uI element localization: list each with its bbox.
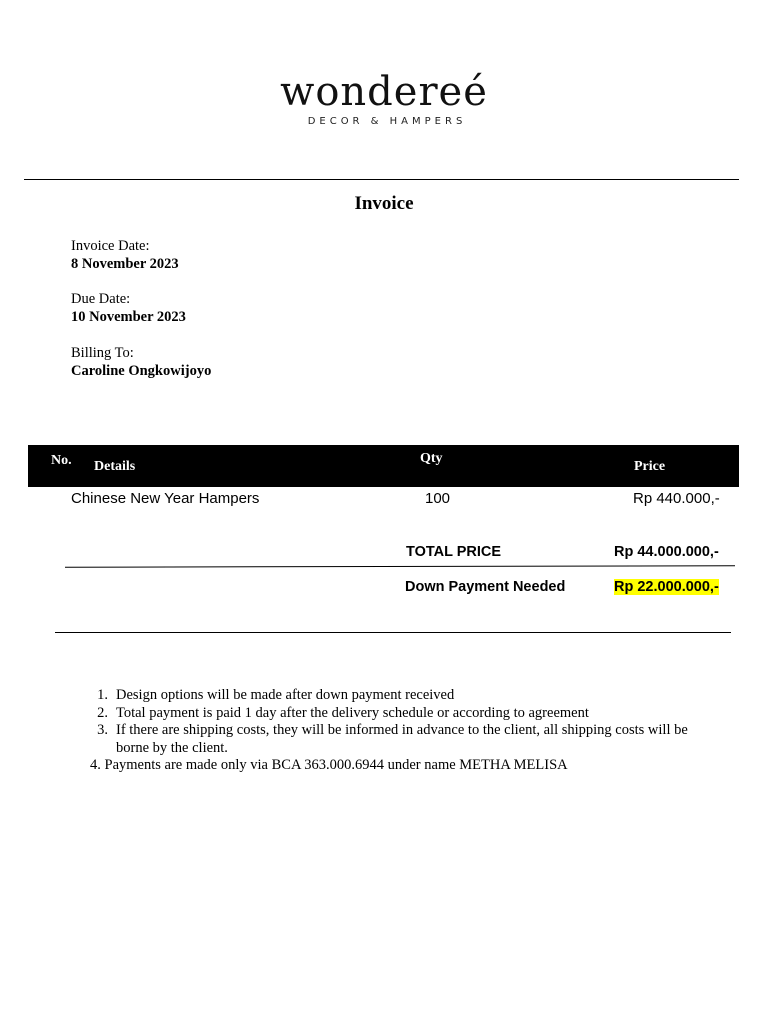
column-header-price: Price [634, 459, 666, 474]
terms-item-number: 2. [97, 704, 108, 721]
column-header-no: No. [51, 453, 72, 468]
column-header-details: Details [94, 459, 136, 474]
row-details: Chinese New Year Hampers [71, 490, 260, 507]
billing-label: Billing To: [71, 345, 134, 361]
total-price-label: TOTAL PRICE [406, 544, 502, 560]
down-payment-label: Down Payment Needed [405, 579, 566, 595]
terms-item-text: If there are shipping costs, they will be informed in advance to the client, all shipping costs will be borne by the client. [116, 722, 688, 756]
terms-item-text: Total payment is paid 1 day after the delivery schedule or according to agreement [116, 704, 589, 721]
billing-block [71, 344, 211, 380]
column-header-qty: Qty [420, 451, 443, 466]
billing-name: Caroline Ongkowijoyo [71, 363, 212, 379]
totals-divider [65, 565, 735, 567]
table-header [28, 445, 739, 487]
brand-logo [0, 68, 768, 128]
due-date-value: 10 November 2023 [71, 309, 186, 325]
page-title: Invoice [354, 193, 414, 214]
terms-item [90, 687, 710, 705]
terms-item-payment [90, 757, 710, 775]
terms-list [90, 687, 710, 775]
terms-item-number: 3. [97, 722, 108, 738]
due-date-label: Due Date: [71, 291, 131, 307]
row-qty: 100 [425, 490, 451, 507]
terms-item-text: Design options will be made after down payment received [116, 687, 455, 703]
terms-item [90, 722, 710, 757]
invoice-date-value: 8 November 2023 [71, 256, 179, 272]
terms-item-text: 4. Payments are made only via BCA 363.000.6944 under name METHA MELISA [90, 757, 568, 773]
notes-divider [55, 632, 731, 633]
brand-tagline: DECOR & HAMPERS [307, 116, 467, 127]
down-payment-value: Rp 22.000.000,- [614, 579, 719, 595]
terms-item [90, 705, 710, 723]
row-price: Rp 440.000,- [633, 490, 720, 507]
invoice-date-label: Invoice Date: [71, 238, 150, 254]
brand-name: wondereé [280, 69, 488, 115]
terms-item-number: 1. [97, 687, 108, 703]
invoice-date-block [71, 237, 179, 273]
total-price-value: Rp 44.000.000,- [614, 544, 719, 560]
header-divider [24, 179, 739, 180]
due-date-block [71, 290, 186, 326]
